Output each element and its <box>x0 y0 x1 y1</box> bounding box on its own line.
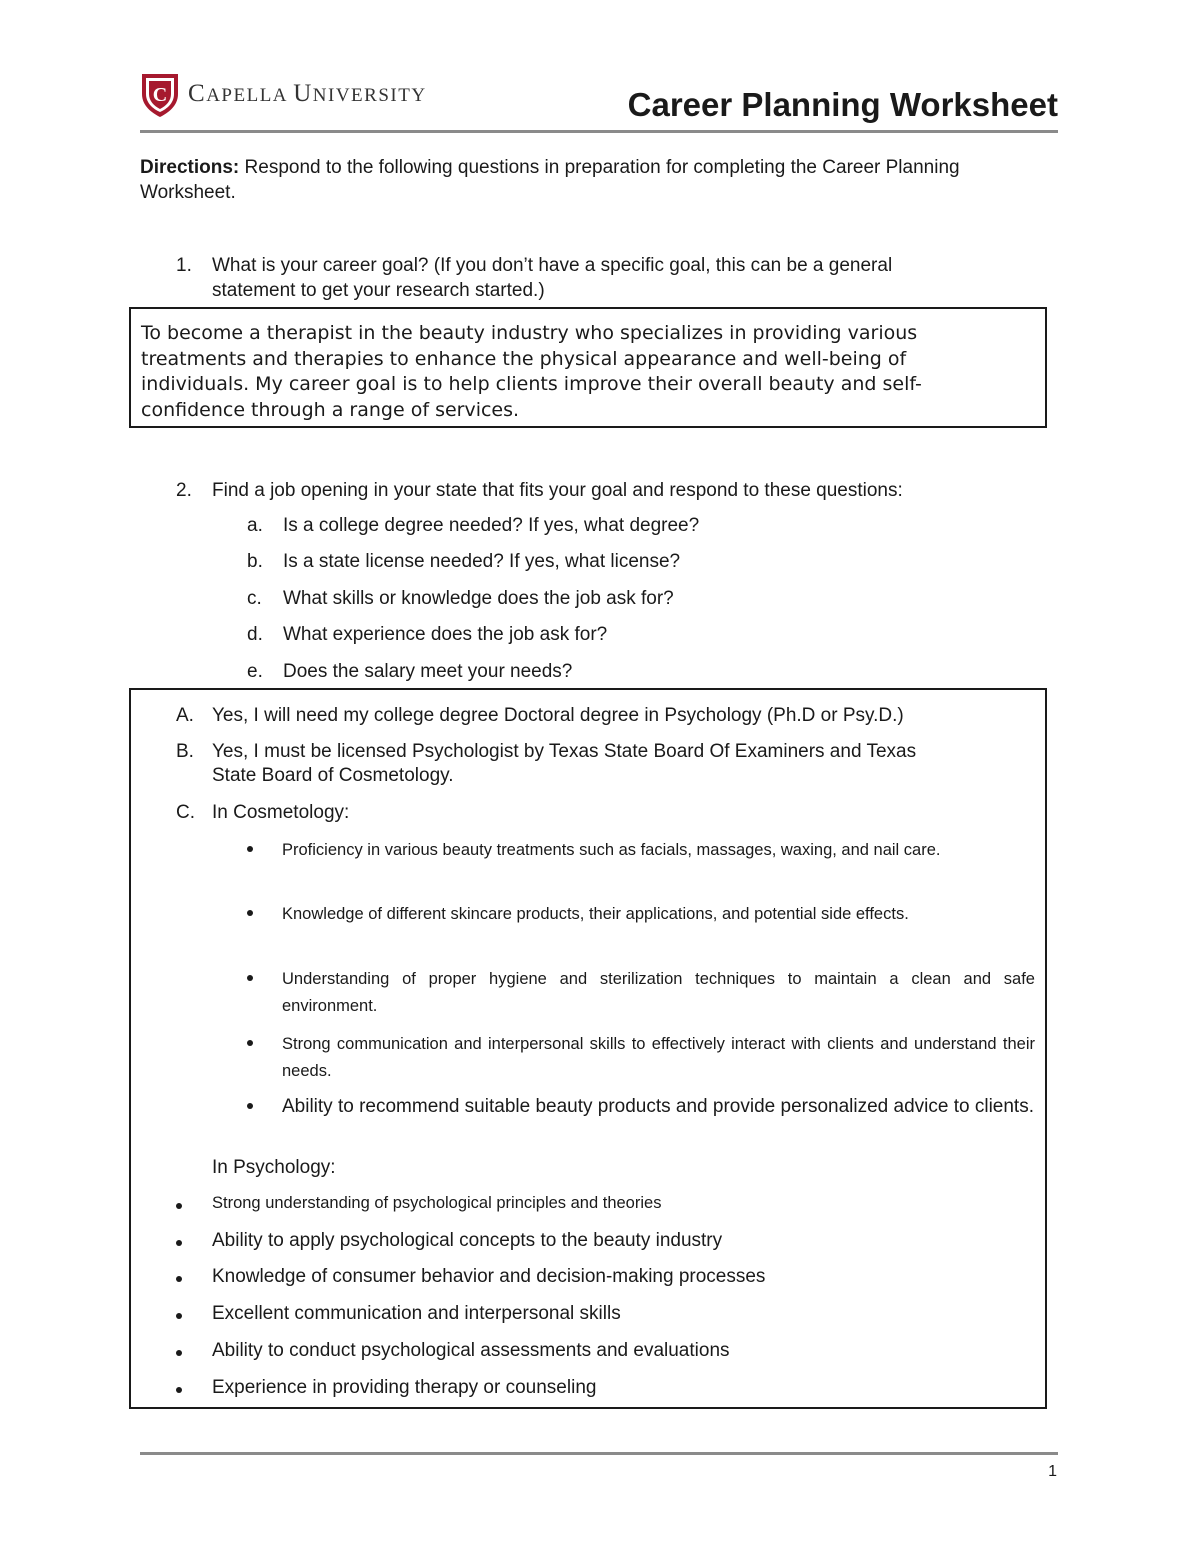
directions-text: Respond to the following questions in preparation for completing the Career Planning Worksheet. <box>140 157 960 203</box>
bullet-icon <box>176 1240 182 1246</box>
page-header <box>140 66 1058 132</box>
skill-item: Strong communication and interpersonal skills to effectively interact with clients and understand their needs. <box>282 1035 1035 1080</box>
bullet-icon <box>176 1203 182 1209</box>
bullet-icon <box>247 1040 253 1046</box>
bullet-icon <box>176 1387 182 1393</box>
bullet-icon <box>176 1276 182 1282</box>
page-title: Career Planning Worksheet <box>627 86 1058 123</box>
skill-item: Ability to recommend suitable beauty products and provide personalized advice to clients. <box>282 1096 1034 1117</box>
psychology-item: Ability to apply psychological concepts to the beauty industry <box>212 1230 723 1251</box>
answer-box-1[interactable] <box>129 307 1047 428</box>
question-text: statement to get your research started.) <box>212 280 545 301</box>
footer-rule <box>140 1452 1058 1455</box>
skill-item: Proficiency in various beauty treatments such as facials, massages, waxing, and nail care. <box>282 841 941 859</box>
answer-item-b: B. Yes, I must be licensed Psychologist by Texas State Board Of Examiners and Texas State Board of Cosmetology. <box>176 741 917 786</box>
bullet-icon <box>247 1103 253 1109</box>
directions <box>140 155 1040 205</box>
bullet-icon <box>247 910 253 916</box>
answer-line: treatments and therapies to enhance the physical appearance and well-being of <box>141 347 907 370</box>
answer-line: To become a therapist in the beauty industry who specializes in providing various <box>141 322 918 344</box>
skill-item: Understanding of proper hygiene and sterilization techniques to maintain a clean and safe environment. <box>282 970 1035 1015</box>
shield-icon <box>140 70 180 118</box>
bullet-icon <box>247 975 253 981</box>
psychology-label: In Psychology: <box>212 1157 336 1178</box>
question-number: 2. <box>176 480 192 501</box>
psychology-item: Ability to conduct psychological assessments and evaluations <box>212 1340 730 1361</box>
capella-logo <box>140 70 427 118</box>
question-text: What is your career goal? (If you don’t have a specific goal, this can be a general <box>212 255 893 276</box>
bullet-icon <box>176 1350 182 1356</box>
answer-line: individuals. My career goal is to help clients improve their overall beauty and self- <box>141 373 922 395</box>
question-2 <box>176 478 1036 504</box>
directions-label: Directions: <box>140 157 240 178</box>
header-rule <box>140 130 1058 133</box>
question-text: Find a job opening in your state that fits your goal and respond to these questions: <box>212 480 903 501</box>
bullet-icon <box>176 1313 182 1319</box>
psychology-item: Experience in providing therapy or counseling <box>212 1377 597 1398</box>
psychology-item: Strong understanding of psychological principles and theories <box>212 1194 662 1212</box>
psychology-item: Knowledge of consumer behavior and decision-making processes <box>212 1266 766 1287</box>
page-number: 1 <box>1048 1463 1057 1480</box>
answer-line: confidence through a range of services. <box>141 398 520 421</box>
question-number: 1. <box>176 255 192 276</box>
bullet-icon <box>247 846 253 852</box>
psychology-item: Excellent communication and interpersonal skills <box>212 1303 621 1324</box>
svg-text:C: C <box>152 84 168 106</box>
skill-item: Knowledge of different skincare products, their applications, and potential side effects. <box>282 905 909 923</box>
question-1 <box>176 253 1036 305</box>
logo-wordmark: CAPELLA UNIVERSITY <box>188 80 427 107</box>
